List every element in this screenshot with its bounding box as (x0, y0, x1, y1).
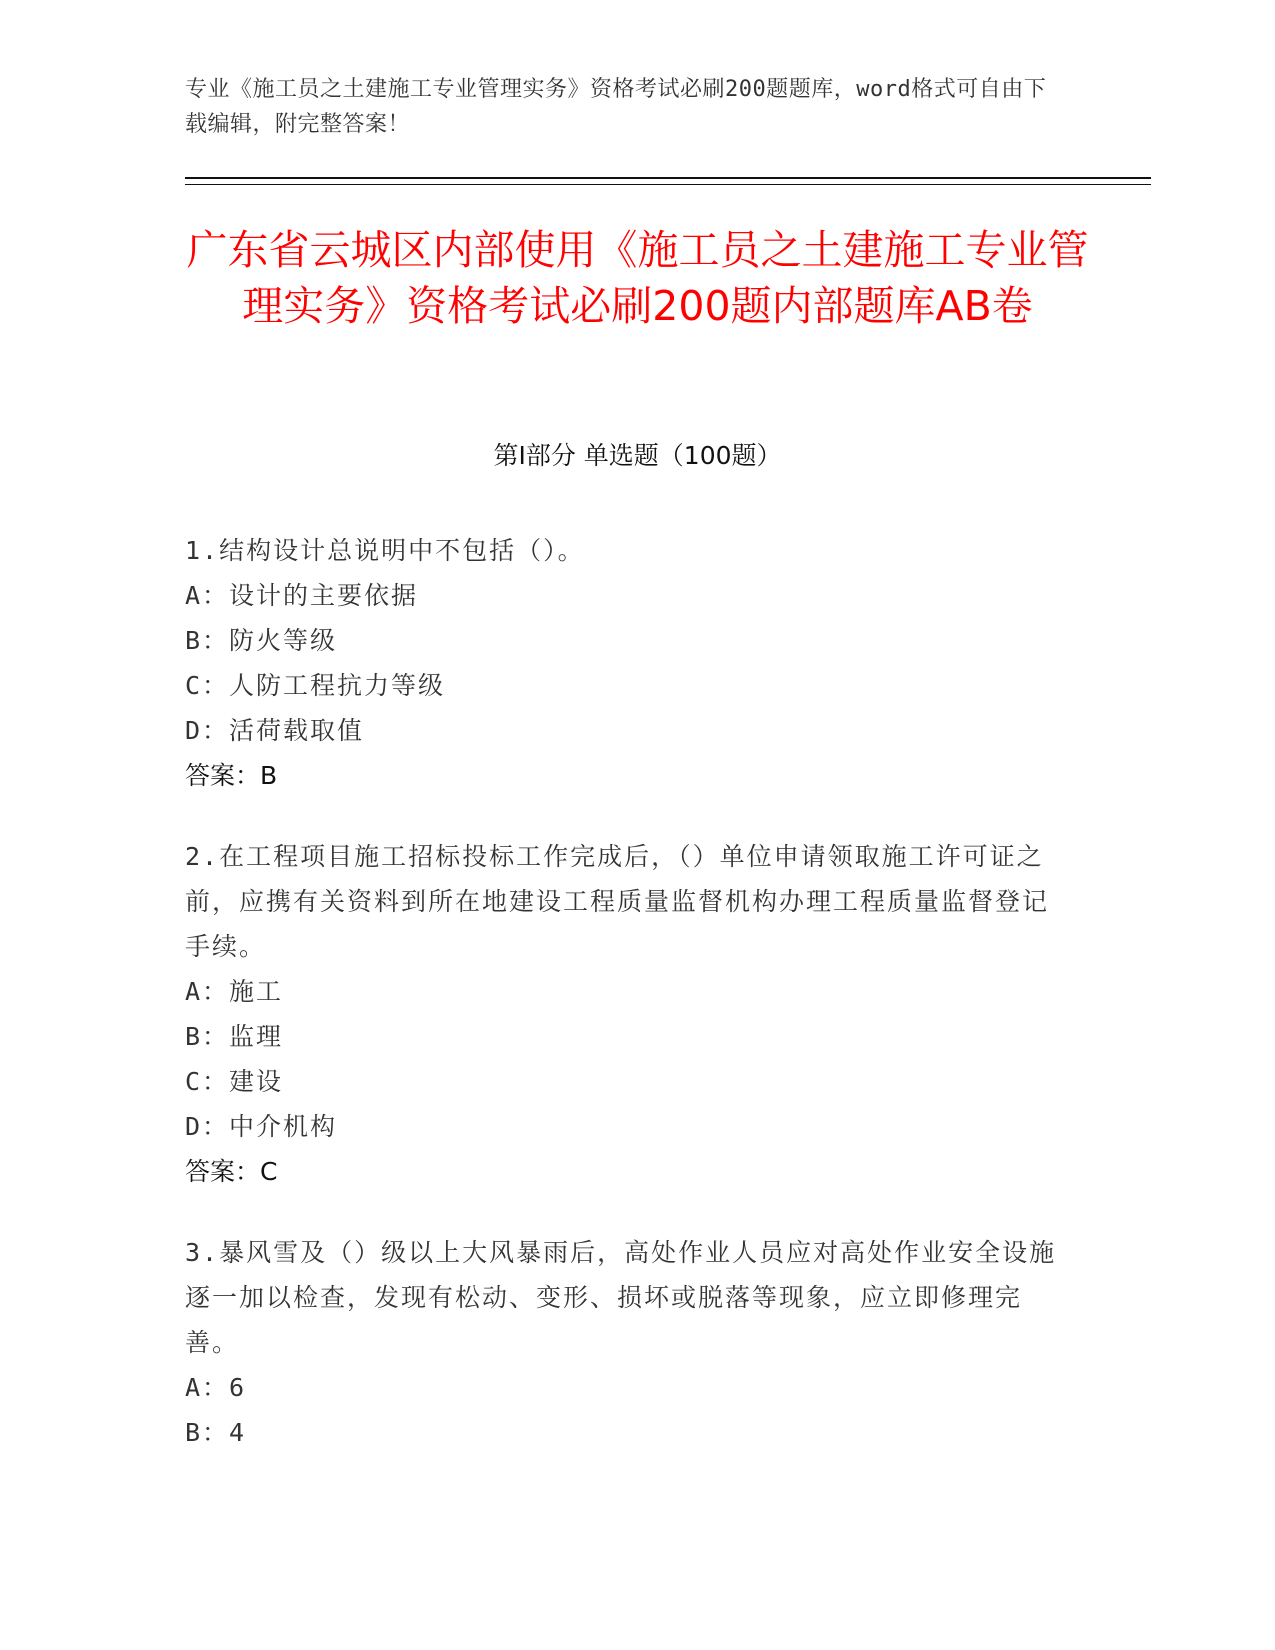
document-title: 广东省云城区内部使用《施工员之土建施工专业管理实务》资格考试必刷200题内部题库AB卷 (186, 226, 1089, 330)
option-b: B：防火等级 (185, 626, 338, 655)
answer: 答案：B (185, 761, 278, 790)
question-stem: 2.在工程项目施工招标投标工作完成后，（）单位申请领取施工许可证之前，应携有关资料到所在地建设工程质量监督机构办理工程质量监督登记手续。 (185, 842, 1050, 961)
option-d: D：中介机构 (185, 1112, 338, 1141)
option-a: A：施工 (185, 977, 284, 1006)
option-b: B：监理 (185, 1022, 284, 1051)
question-3 (185, 1230, 1065, 1455)
option-a: A：设计的主要依据 (185, 581, 419, 610)
option-c: C：建设 (185, 1067, 284, 1096)
header-note: 专业《施工员之土建施工专业管理实务》资格考试必刷200题题库，word格式可自由下载编辑，附完整答案！ (185, 77, 1047, 137)
option-d: D：活荷载取值 (185, 716, 365, 745)
question-2 (185, 834, 1065, 1194)
section-title: 第I部分 单选题（100题） (493, 441, 782, 470)
question-1 (185, 528, 1065, 798)
header-divider-thick (185, 177, 1151, 179)
option-a: A：6 (185, 1373, 247, 1402)
question-stem: 1.结构设计总说明中不包括（）。 (185, 536, 585, 565)
answer: 答案：C (185, 1157, 278, 1186)
question-stem: 3.暴风雪及（）级以上大风暴雨后，高处作业人员应对高处作业安全设施逐一加以检查，发现有松动、变形、损坏或脱落等现象，应立即修理完善。 (185, 1238, 1057, 1357)
option-c: C：人防工程抗力等级 (185, 671, 446, 700)
header-divider-thin (185, 184, 1151, 185)
question-list (185, 528, 1065, 1491)
option-b: B：4 (185, 1418, 247, 1447)
